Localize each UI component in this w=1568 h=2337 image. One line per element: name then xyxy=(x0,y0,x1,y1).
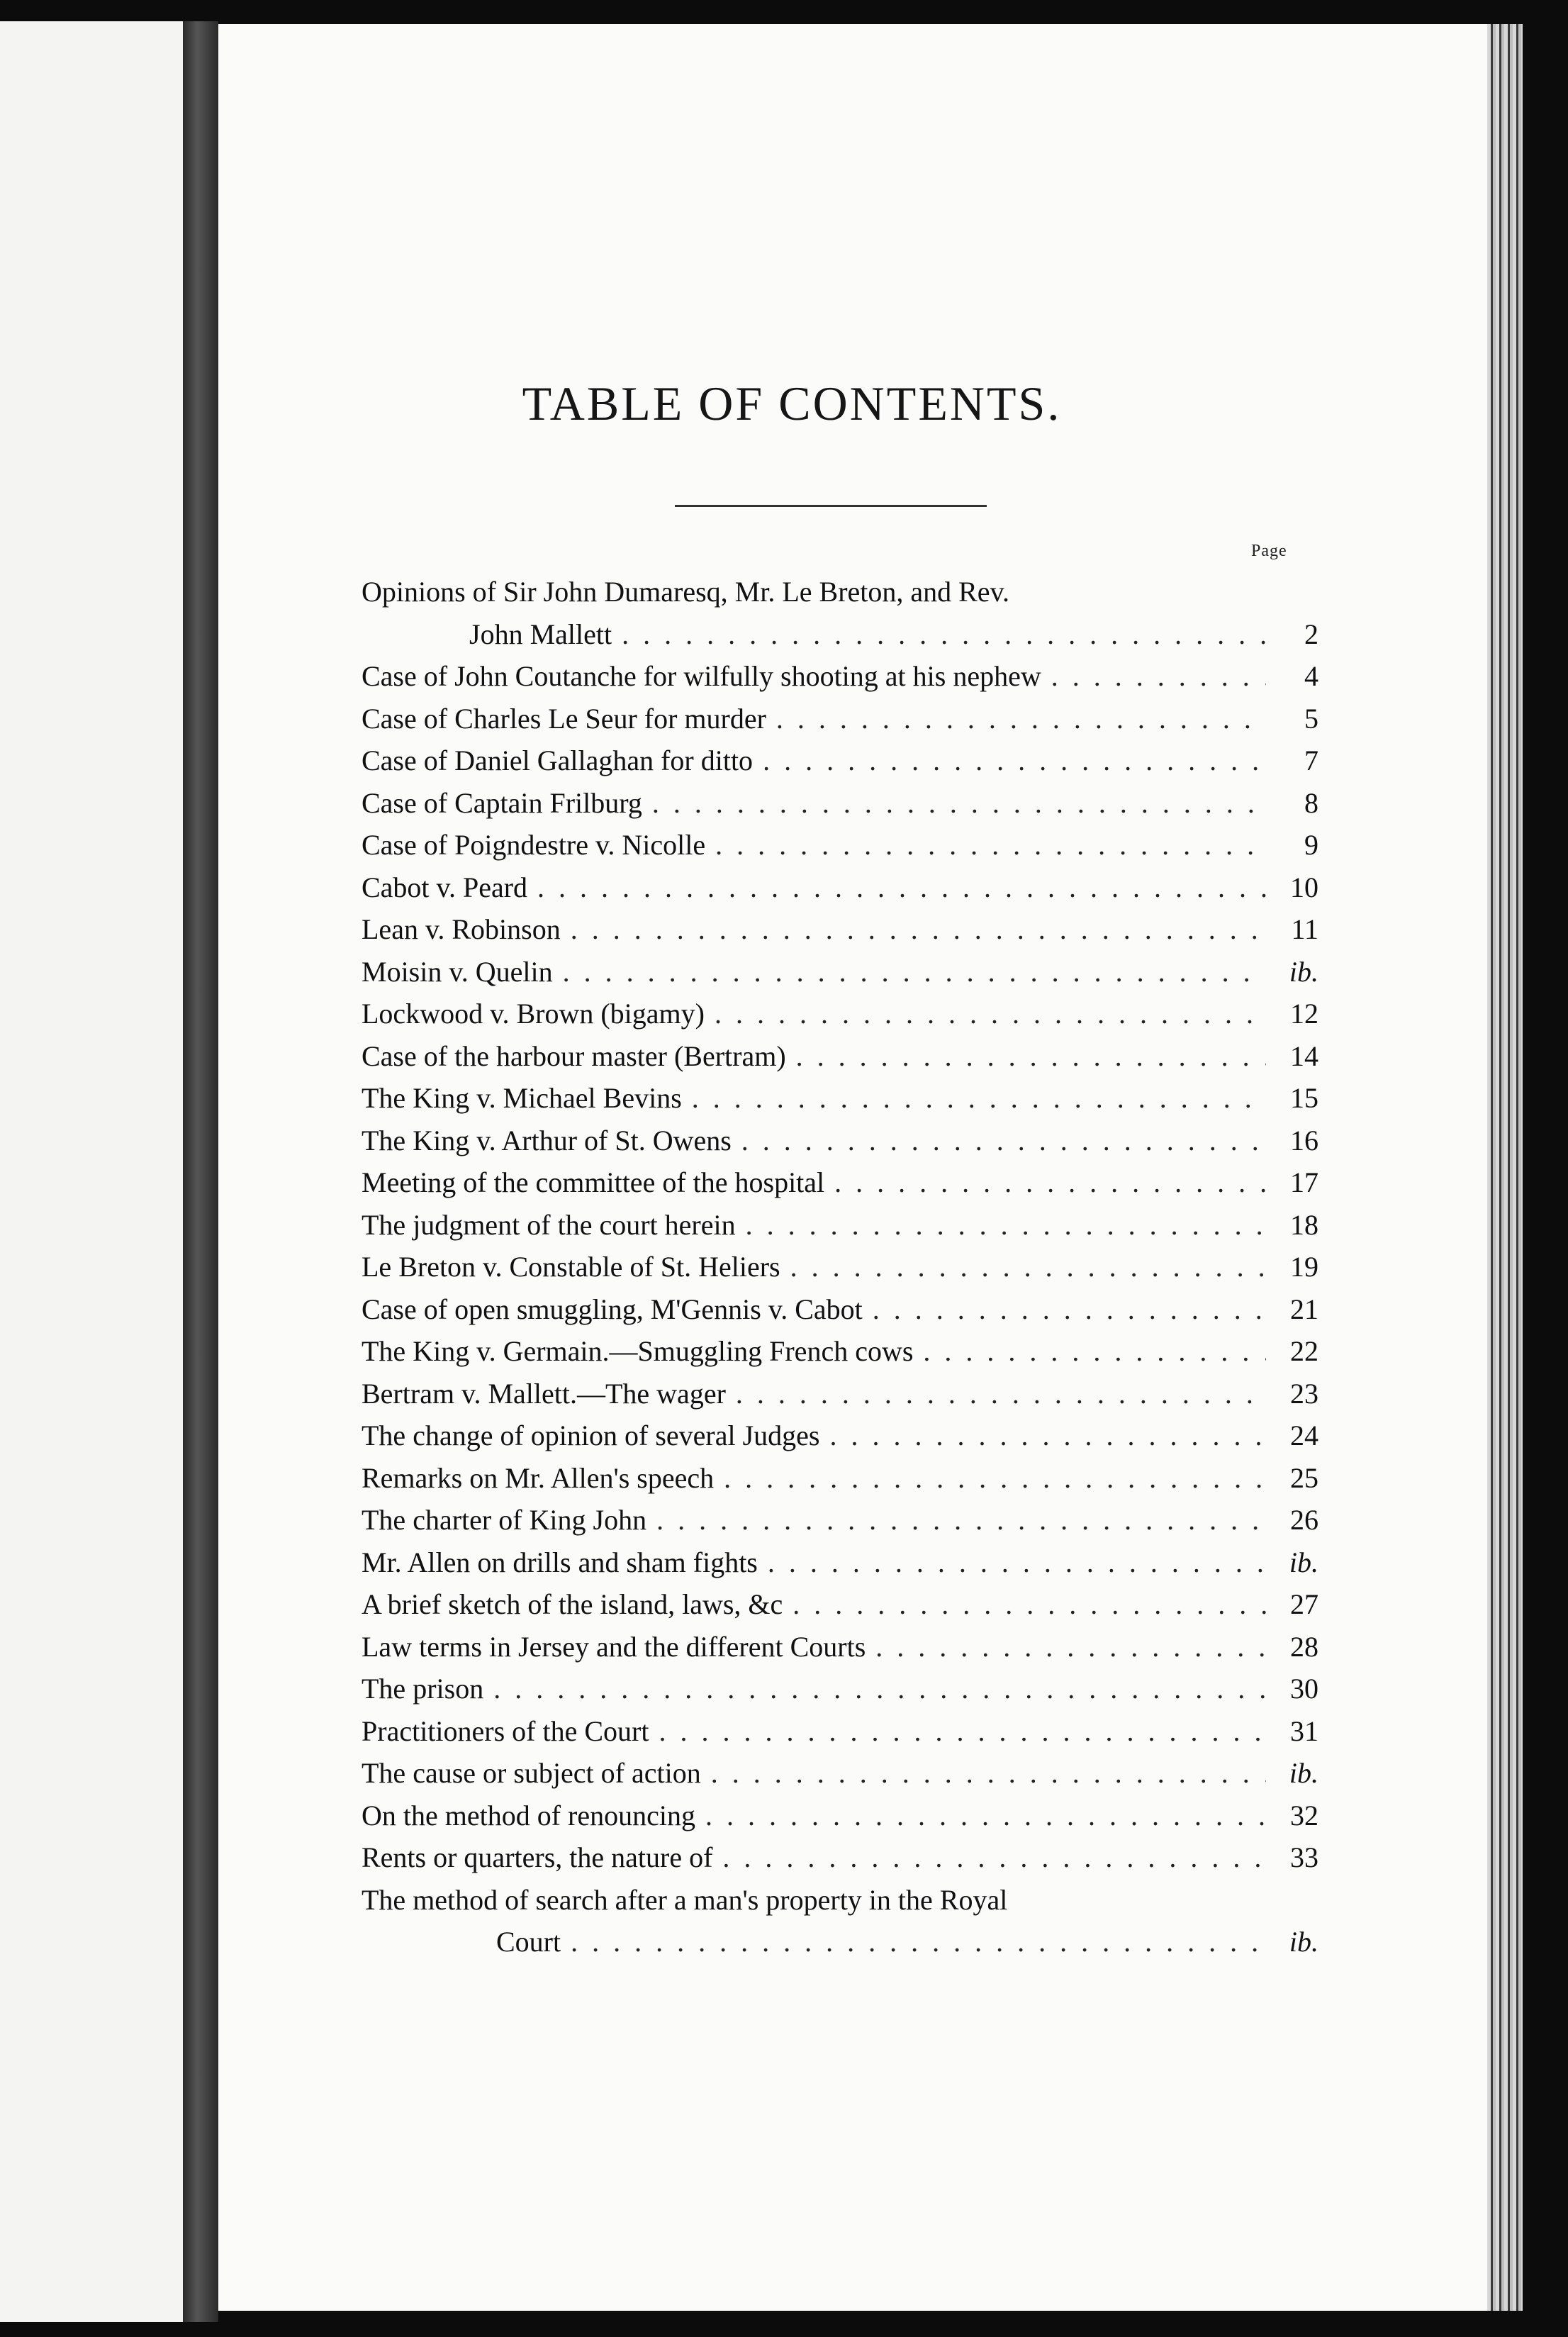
dot-leader xyxy=(724,1457,1266,1500)
toc-entry[interactable] xyxy=(362,1668,1318,1710)
dot-leader xyxy=(622,613,1266,656)
toc-entry[interactable] xyxy=(362,1710,1318,1753)
toc-entry-page: 15 xyxy=(1290,1082,1318,1114)
dot-leader xyxy=(793,1583,1266,1626)
toc-entry[interactable] xyxy=(362,951,1318,993)
dot-leader xyxy=(763,740,1266,782)
dot-leader xyxy=(692,1077,1266,1120)
toc-entry-page: 21 xyxy=(1290,1293,1318,1325)
toc-entry[interactable] xyxy=(362,1120,1318,1162)
toc-entry-title: Rents or quarters, the nature of xyxy=(362,1841,713,1873)
toc-list xyxy=(362,571,1318,1963)
dot-leader xyxy=(493,1668,1266,1710)
toc-entry[interactable] xyxy=(362,1499,1318,1541)
dot-leader xyxy=(834,1161,1266,1204)
toc-entry-title: Le Breton v. Constable of St. Heliers xyxy=(362,1251,780,1283)
toc-entry-title: Cabot v. Peard xyxy=(362,871,528,903)
toc-entry-page: 10 xyxy=(1290,871,1318,903)
toc-entry-title: Lockwood v. Brown (bigamy) xyxy=(362,998,705,1030)
dot-leader xyxy=(571,1921,1266,1963)
toc-entry-title: Case of Poigndestre v. Nicolle xyxy=(362,829,706,861)
toc-entry[interactable] xyxy=(362,571,1318,655)
toc-entry-page: 27 xyxy=(1290,1588,1318,1620)
page-stack-edge xyxy=(1487,24,1523,2311)
toc-entry-page: 22 xyxy=(1290,1335,1318,1367)
toc-entry-page: 17 xyxy=(1290,1166,1318,1198)
toc-entry-title-line1: Opinions of Sir John Dumaresq, Mr. Le Breton, and Rev. xyxy=(362,576,1009,608)
toc-entry[interactable] xyxy=(362,1035,1318,1078)
dot-leader xyxy=(741,1120,1266,1162)
toc-entry-title: The change of opinion of several Judges xyxy=(362,1420,820,1451)
toc-entry-title: The judgment of the court herein xyxy=(362,1208,736,1241)
toc-entry-title: The prison xyxy=(362,1673,484,1705)
toc-entry[interactable] xyxy=(362,1879,1318,1963)
toc-entry-page: 7 xyxy=(1304,744,1318,776)
toc-entry[interactable] xyxy=(362,782,1318,825)
toc-entry-title: Practitioners of the Court xyxy=(362,1714,649,1747)
dot-leader xyxy=(537,866,1266,909)
toc-entry[interactable] xyxy=(362,993,1318,1035)
toc-entry-page: 31 xyxy=(1290,1714,1318,1747)
dot-leader xyxy=(736,1373,1266,1415)
toc-entry-title-line2: John Mallett xyxy=(469,618,612,650)
toc-entry[interactable] xyxy=(362,1752,1318,1795)
dot-leader xyxy=(656,1499,1266,1541)
toc-entry[interactable] xyxy=(362,1457,1318,1500)
dot-leader xyxy=(923,1330,1266,1373)
toc-entry-title: The King v. Arthur of St. Owens xyxy=(362,1124,732,1156)
toc-entry-page: 18 xyxy=(1290,1208,1318,1241)
dot-leader xyxy=(711,1752,1266,1795)
toc-entry-page: 16 xyxy=(1290,1124,1318,1156)
toc-entry[interactable] xyxy=(362,740,1318,782)
toc-entry[interactable] xyxy=(362,1077,1318,1120)
page-column-label: Page xyxy=(1251,542,1287,560)
dot-leader xyxy=(571,908,1266,951)
toc-entry-page: 12 xyxy=(1290,998,1318,1030)
toc-entry-page: 8 xyxy=(1304,786,1318,819)
toc-entry[interactable] xyxy=(362,1373,1318,1415)
toc-entry[interactable] xyxy=(362,1415,1318,1457)
toc-entry-title: A brief sketch of the island, laws, &c xyxy=(362,1588,783,1620)
dot-leader xyxy=(746,1204,1266,1246)
toc-entry-title: Bertram v. Mallett.—The wager xyxy=(362,1377,726,1410)
dot-leader xyxy=(829,1415,1266,1457)
toc-entry-page: ib. xyxy=(1289,1757,1318,1789)
toc-entry-page: ib. xyxy=(1289,1546,1318,1578)
toc-entry-title: The cause or subject of action xyxy=(362,1757,701,1789)
toc-entry-title: Case of open smuggling, M'Gennis v. Cabot xyxy=(362,1293,863,1325)
toc-entry[interactable] xyxy=(362,908,1318,951)
dot-leader xyxy=(715,824,1266,866)
toc-entry-title: Case of John Coutanche for wilfully shooting at his nephew xyxy=(362,660,1041,692)
dot-leader xyxy=(715,993,1266,1035)
toc-entry[interactable] xyxy=(362,1836,1318,1879)
toc-entry[interactable] xyxy=(362,1795,1318,1837)
toc-entry-page: 14 xyxy=(1290,1039,1318,1072)
toc-entry-page: 4 xyxy=(1304,660,1318,692)
toc-entry[interactable] xyxy=(362,1541,1318,1584)
toc-entry[interactable] xyxy=(362,1161,1318,1204)
toc-entry-page: 5 xyxy=(1304,702,1318,735)
toc-entry[interactable] xyxy=(362,698,1318,740)
dot-leader xyxy=(875,1626,1266,1668)
toc-entry-page: 26 xyxy=(1290,1504,1318,1536)
dot-leader xyxy=(705,1795,1266,1837)
toc-entry-page: 30 xyxy=(1290,1673,1318,1705)
toc-entry-title: Law terms in Jersey and the different Courts xyxy=(362,1630,866,1663)
dot-leader xyxy=(563,951,1266,993)
toc-entry-title: The King v. Michael Bevins xyxy=(362,1082,682,1114)
dot-leader xyxy=(776,698,1266,740)
dot-leader xyxy=(873,1288,1266,1331)
toc-entry-page: 25 xyxy=(1290,1461,1318,1494)
toc-entry[interactable] xyxy=(362,1204,1318,1246)
toc-entry[interactable] xyxy=(362,655,1318,698)
toc-entry-title: Moisin v. Quelin xyxy=(362,955,553,988)
toc-entry-page: 2 xyxy=(1304,618,1318,650)
toc-entry-page: 23 xyxy=(1290,1377,1318,1410)
toc-entry[interactable] xyxy=(362,1288,1318,1331)
toc-entry-page: 24 xyxy=(1290,1420,1318,1451)
toc-entry-title: Lean v. Robinson xyxy=(362,913,561,945)
dot-leader xyxy=(1051,655,1266,698)
toc-entry[interactable] xyxy=(362,1583,1318,1626)
toc-entry-page: 11 xyxy=(1291,913,1318,945)
toc-entry-page: 9 xyxy=(1304,829,1318,861)
dot-leader xyxy=(790,1246,1266,1288)
toc-entry-title: The King v. Germain.—Smuggling French cows xyxy=(362,1335,914,1367)
toc-entry[interactable] xyxy=(362,1626,1318,1668)
toc-entry-page: 19 xyxy=(1290,1251,1318,1283)
toc-entry-page: 33 xyxy=(1290,1841,1318,1873)
toc-entry[interactable] xyxy=(362,824,1318,866)
toc-entry-title: On the method of renouncing xyxy=(362,1799,695,1831)
dot-leader xyxy=(796,1035,1266,1078)
toc-entry-title: Case of Daniel Gallaghan for ditto xyxy=(362,744,754,776)
title-divider xyxy=(675,505,987,507)
toc-entry-title: Mr. Allen on drills and sham fights xyxy=(362,1546,758,1578)
page-title: TABLE OF CONTENTS. xyxy=(522,377,1062,430)
toc-entry-page: ib. xyxy=(1289,1926,1318,1958)
toc-entry[interactable] xyxy=(362,1246,1318,1288)
toc-entry-title: Meeting of the committee of the hospital xyxy=(362,1166,825,1198)
toc-entry[interactable] xyxy=(362,1330,1318,1373)
toc-entry[interactable] xyxy=(362,866,1318,909)
facing-page-edge xyxy=(0,21,183,2322)
toc-entry-page: 28 xyxy=(1290,1630,1318,1663)
toc-entry-title: Case of Captain Frilburg xyxy=(362,786,642,819)
toc-entry-title: The charter of King John xyxy=(362,1504,647,1536)
book-gutter xyxy=(183,21,218,2322)
toc-entry-title: Case of Charles Le Seur for murder xyxy=(362,702,766,735)
toc-entry-title: Remarks on Mr. Allen's speech xyxy=(362,1461,715,1494)
toc-entry-title-line1: The method of search after a man's property in the Royal xyxy=(362,1883,1008,1916)
dot-leader xyxy=(652,782,1266,825)
dot-leader xyxy=(768,1541,1266,1584)
toc-entry-title: Case of the harbour master (Bertram) xyxy=(362,1039,786,1072)
toc-entry-title-line2: Court xyxy=(496,1926,561,1958)
toc-entry-page: ib. xyxy=(1289,955,1318,988)
dot-leader xyxy=(722,1836,1266,1879)
dot-leader xyxy=(659,1710,1266,1753)
toc-entry-page: 32 xyxy=(1290,1799,1318,1831)
